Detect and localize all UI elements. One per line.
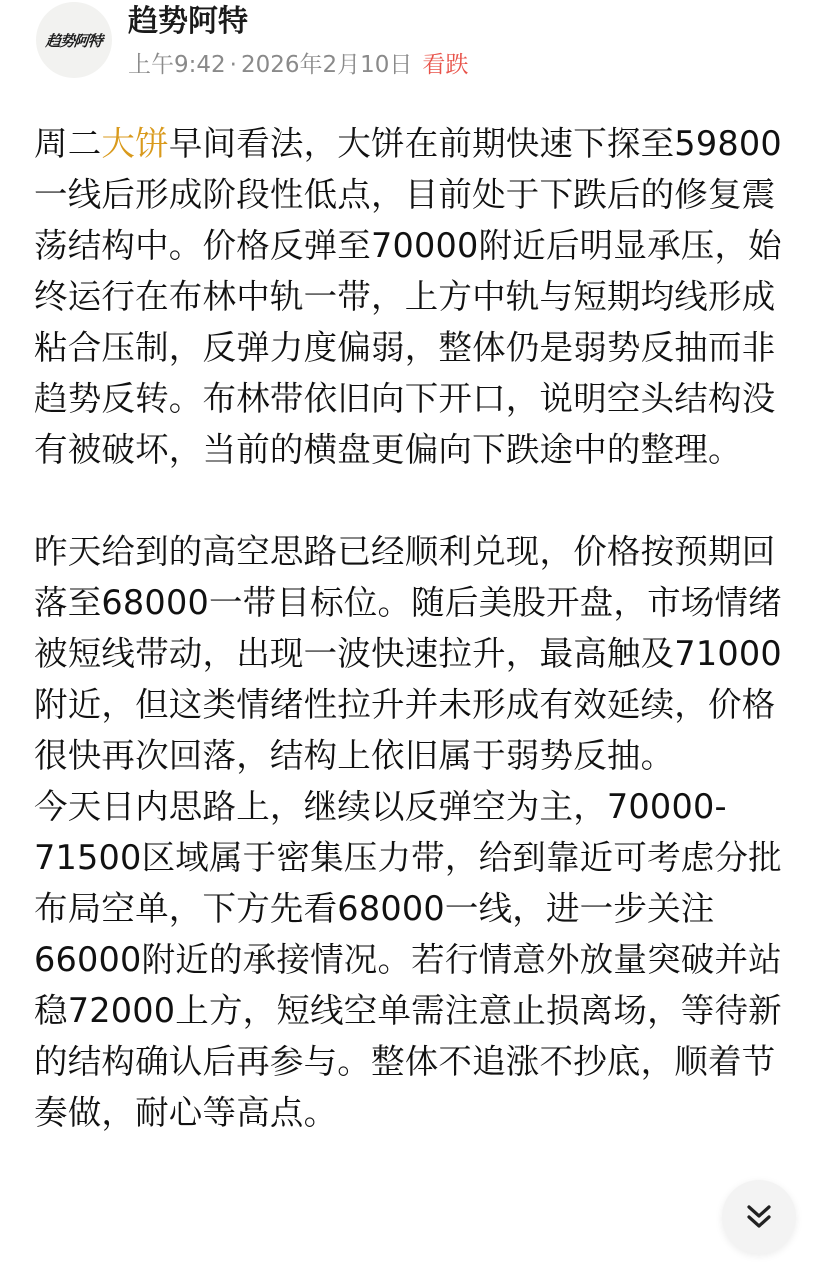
post-date: 2026年2月10日 — [240, 52, 413, 78]
meta-separator: · — [229, 52, 237, 78]
paragraph-1-text: 早间看法，大饼在前期快速下探至59800一线后形成阶段性低点，目前处于下跌后的修复震荡结构中。价格反弹至70000附近后明显承压，始终运行在布林中轨一带，上方中轨与短期均线形成粘合压制，反弹力度偏弱，整体仍是弱势反抽而非趋势反转。布林带依旧向下开口，说明空头结构没有被破坏，当前的横盘更偏向下跌途中的整理。 — [34, 124, 782, 469]
post-header — [30, 0, 810, 84]
post-meta — [128, 50, 468, 80]
paragraph-gap — [34, 475, 804, 526]
double-chevron-down-icon — [742, 1200, 776, 1234]
avatar[interactable] — [36, 2, 112, 78]
highlight-keyword[interactable]: 大饼 — [101, 124, 169, 163]
paragraph-3: 今天日内思路上，继续以反弹空为主，70000-71500区域属于密集压力带，给到靠近可考虑分批布局空单，下方先看68000一线，进一步关注66000附近的承接情况。若行情意外放量突破并站稳72000上方，短线空单需注意止损离场，等待新的结构确认后再参与。整体不追涨不抄底，顺着节奏做，耐心等高点。 — [34, 787, 782, 1132]
paragraph-1-prefix: 周二 — [34, 124, 102, 163]
post-body — [34, 118, 804, 1138]
paragraph-2: 昨天给到的高空思路已经顺利兑现，价格按预期回落至68000一带目标位。随后美股开盘，市场情绪被短线带动，出现一波快速拉升，最高触及71000附近，但这类情绪性拉升并未形成有效延续，价格很快再次回落，结构上依旧属于弱势反抽。 — [34, 532, 782, 775]
post-time: 上午9:42 — [128, 52, 226, 78]
avatar-logo-text: 趋势阿特 — [44, 31, 103, 50]
paragraph-1 — [34, 118, 804, 475]
sentiment-tag[interactable]: 看跌 — [422, 52, 469, 78]
scroll-down-button[interactable] — [722, 1180, 796, 1254]
author-name[interactable]: 趋势阿特 — [128, 4, 248, 39]
